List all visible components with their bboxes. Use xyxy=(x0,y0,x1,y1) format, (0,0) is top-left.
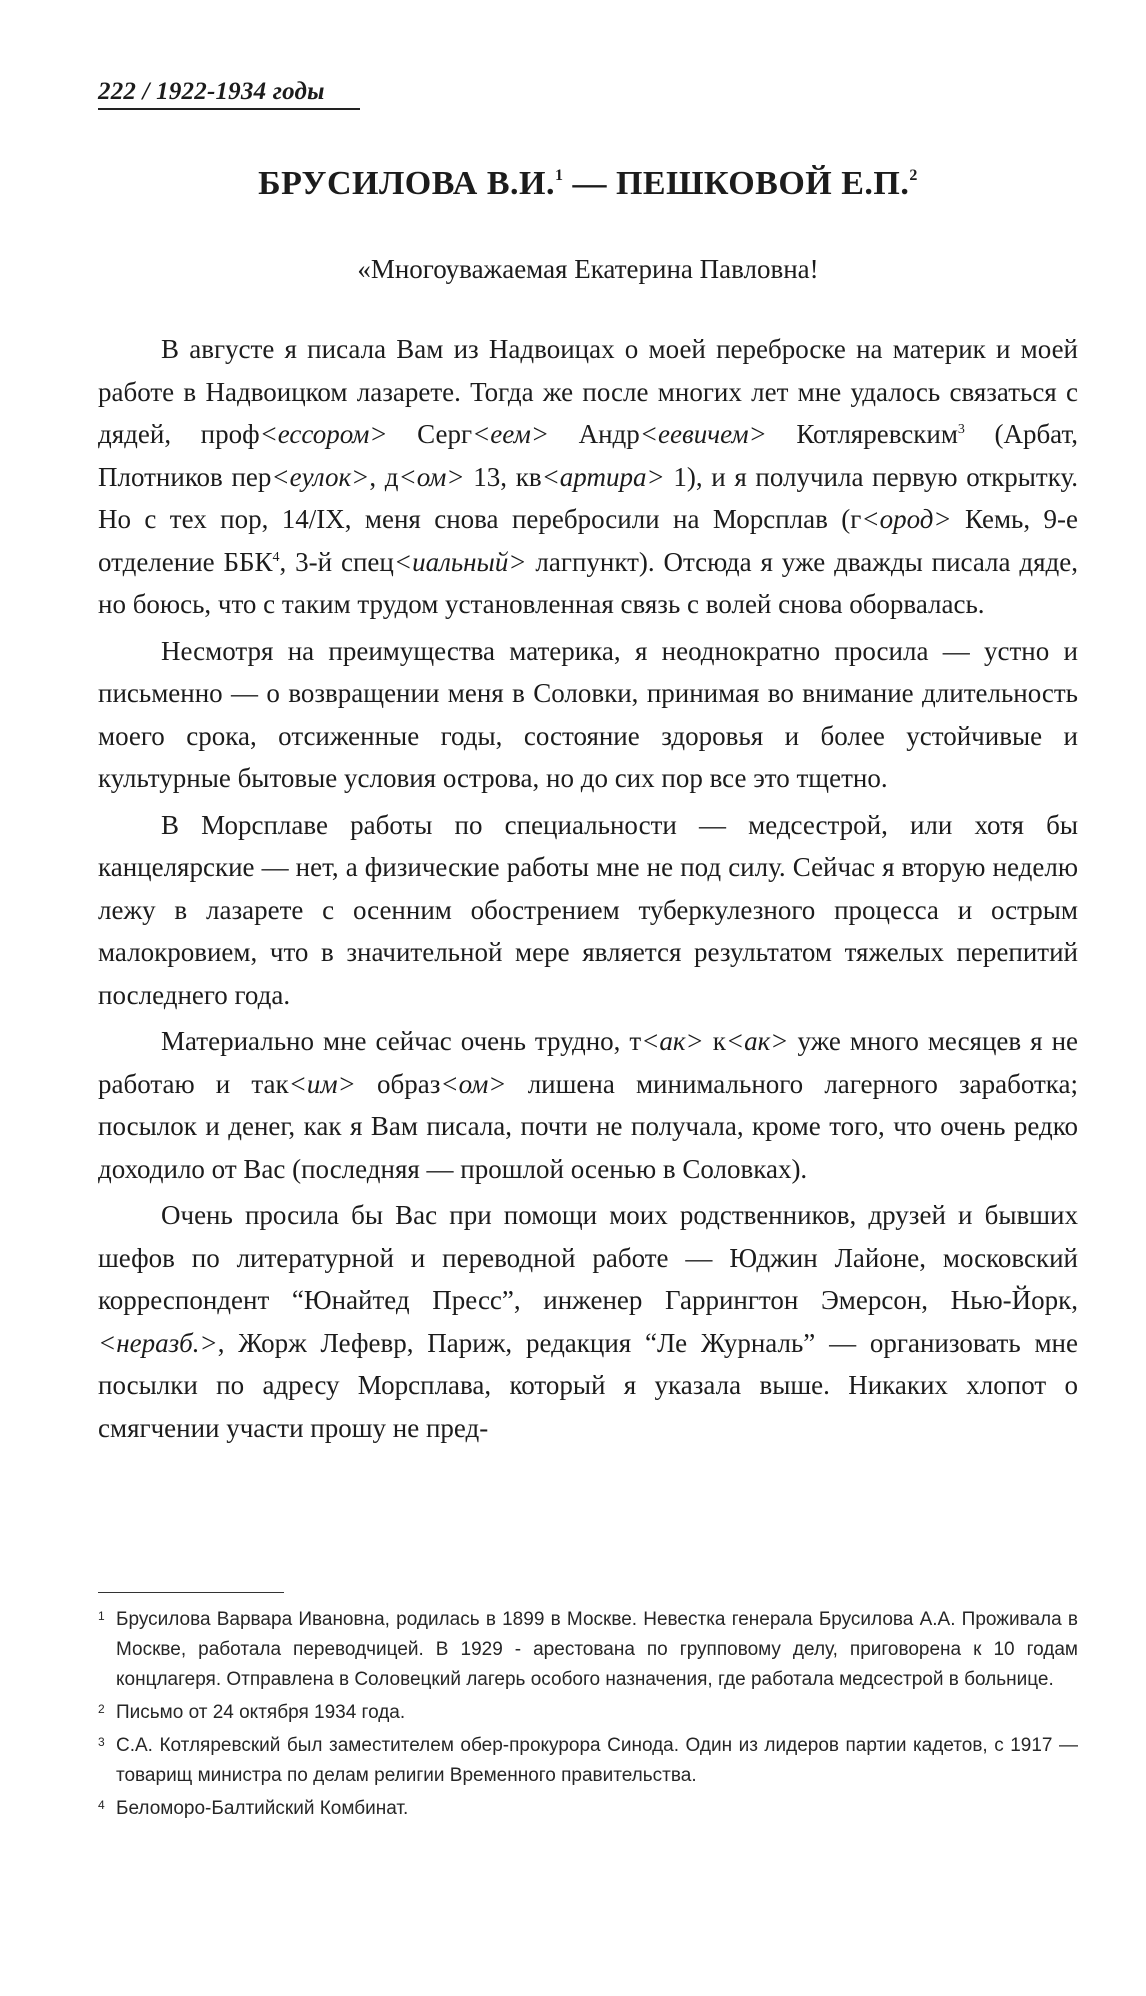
letter-title xyxy=(98,165,1078,203)
footnote-3: 3 С.А. Котляревский был заместителем обер-прокурора Синода. Один из лидеров партии кадетов, с 1917 — товарищ министра по делам религии Временного правительства. xyxy=(98,1735,1078,1786)
title-sender: БРУСИЛОВА В.И. xyxy=(258,165,555,202)
paragraph-2: Несмотря на преимущества материка, я неоднократно просила — устно и письменно — о возвращении меня в Соловки, принимая во внимание длительность моего срока, отсиженные годы, состояние здоровья и более устойчивые и культурные бытовые условия острова, но до сих пор все это тщетно. xyxy=(98,635,1078,793)
footnote-ref-1: 1 xyxy=(554,167,564,184)
footnote-ref-4: 4 xyxy=(272,549,280,565)
footnote-ref-2: 2 xyxy=(909,167,918,184)
footnote-1: 1 Брусилова Варвара Ивановна, родилась в 1899 в Москве. Невестка генерала Брусилова А.А. Проживала в Москве, работала переводчицей. В 1929 - арестована по групповому делу, приговорена к 10 годам концлагеря. Отправлена в Соловецкий лагерь особого назначения, где работала медсестрой в больнице. xyxy=(98,1609,1078,1690)
paragraph-3: В Морсплаве работы по специальности — медсестрой, или хотя бы канцелярские — нет, а физические работы мне не под силу. Сейчас я вторую неделю лежу в лазарете с осенним обострением туберкулезного процесса и острым малокровием, что в значительной мере является результатом тяжелых перепитий последнего года. xyxy=(98,809,1078,1010)
footnotes xyxy=(98,1605,1078,1827)
footnote-2: 2 Письмо от 24 октября 1934 года. xyxy=(98,1702,406,1723)
paragraph-5: Очень просила бы Вас при помощи моих родственников, друзей и бывших шефов по литературной и переводной работе — Юджин Лайоне, московский корреспондент “Юнайтед Пресс”, инженер Гаррингтон Эмерсон, Нью-Йорк, <неразб.>, Жорж Лефевр, Париж, редакция “Ле Журналь” — организовать мне посылки по адресу Морсплава, который я указала выше. Никаких хлопот о смягчении участи прошу не пред- xyxy=(98,1200,1078,1443)
letter-body xyxy=(98,328,1078,1453)
salutation: «Многоуважаемая Екатерина Павловна! xyxy=(357,254,819,284)
paragraph-4: Материально мне сейчас очень трудно, т<ак> к<ак> уже много месяцев я не работаю и так<им> образ<ом> лишена минимального лагерного заработка; посылок и денег, как я Вам писала, почти не получала, кроме того, что очень редко доходило от Вас (последняя — прошлой осенью в Соловках). xyxy=(98,1026,1078,1184)
footnote-4: 4 Беломоро-Балтийский Комбинат. xyxy=(98,1798,409,1819)
footnote-divider xyxy=(98,1592,284,1593)
footnote-ref-3: 3 xyxy=(957,422,965,437)
running-head: 222 / 1922-1934 годы xyxy=(98,78,360,110)
title-recipient: — ПЕШКОВОЙ Е.П. xyxy=(563,165,910,202)
paragraph-1: В августе я писала Вам из Надвоицах о моей переброске на материк и моей работе в Надвоицком лазарете. Тогда же после многих лет мне удалось связаться с дядей, проф<ессором> Серг<еем> Андр<еевичем> Котляревским$^3$ (Арбат, Плотников пер<еулок>, д<ом> 13, кв<артира> 1), и я получила первую открытку. Но с тех пор, 14/IX, меня снова перебросили на Морсплав (г<ород> Кемь, 9-е отделение ББК$^4$, 3-й спец<иальный> лагпункт). Отсюда я уже дважды писала дяде, но боюсь, что с таким трудом установленная связь с волей снова оборвалась. xyxy=(98,334,1079,619)
